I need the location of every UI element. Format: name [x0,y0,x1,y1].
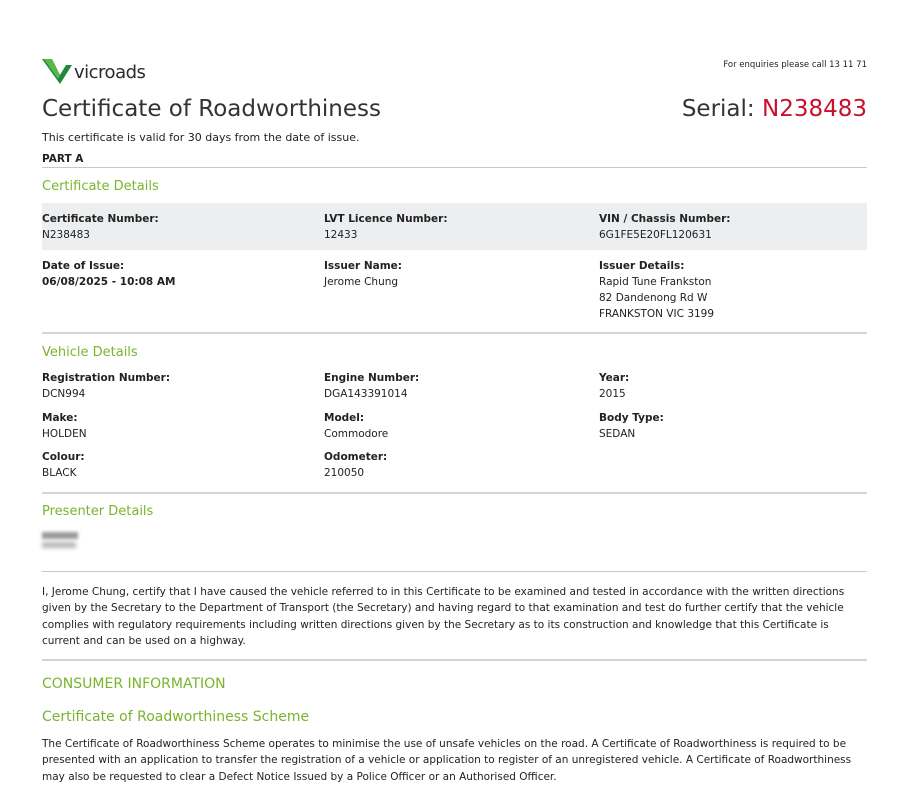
serial [682,96,867,122]
field-label: Colour: [42,451,85,463]
divider [42,332,867,334]
date-of-issue-field [42,258,175,290]
divider [42,492,867,494]
field-value: DGA143391014 [324,388,408,400]
field-value: 2015 [599,388,626,400]
field-value: 210050 [324,467,365,479]
certification-statement: I, Jerome Chung, certify that I have caused the vehicle referred to in this Certificate to be examined and tested in accordance with the written directions given by the Secretary to the Department of Transport (the Secretary) and having regard to that examination and test do further certify that the vehicle complies with regulatory requirements including written directions given by the Secretary as to its construction and knowledge that this Certificate is current and can be used on a highway. [42,586,845,647]
divider [42,571,867,572]
lvt-licence-field [324,211,448,243]
field-value: HOLDEN [42,428,87,440]
enquiries-text: For enquiries please call 13 11 71 [723,60,867,70]
field-value: DCN994 [42,388,86,400]
field-label: Model: [324,412,365,424]
certificate-number-field [42,211,159,243]
issuer-details-field [599,258,714,322]
redaction-block [42,532,78,539]
field-label: Issuer Name: [324,260,402,272]
vicroads-check-icon [42,57,74,85]
scheme-description: The Certificate of Roadworthiness Scheme operates to minimise the use of unsafe vehicles on the road. A Certificate of Roadworthiness is required to be presented with an application to transfer the registration of a vehicle or application to register of an unregistered vehicle. A Certificate of Roadworthiness may also be requested to clear a Defect Notice Issued by a Police Officer or an Authorised Officer. [42,738,852,783]
page-title: Certificate of Roadworthiness [42,96,381,122]
consumer-information-heading: CONSUMER INFORMATION [42,676,226,692]
vin-field [599,211,730,243]
engine-number-field [324,370,419,402]
field-value: 06/08/2025 - 10:08 AM [42,276,176,288]
field-value: 12433 [324,229,358,241]
certificate-page [42,0,867,792]
vicroads-logo [42,57,162,85]
year-field [599,370,629,402]
model-field [324,410,388,442]
field-label: Odometer: [324,451,388,463]
logo-wordmark: vicroads [74,62,146,83]
scheme-heading: Certificate of Roadworthiness Scheme [42,709,310,725]
field-value: Commodore [324,428,389,440]
issuer-line: Rapid Tune Frankston [599,276,712,288]
certificate-details-heading: Certificate Details [42,179,159,194]
part-label: PART A [42,153,84,165]
field-label: Year: [599,372,630,384]
issuer-line: FRANKSTON VIC 3199 [599,308,715,320]
body-type-field [599,410,664,442]
serial-number: N238483 [761,96,867,122]
divider [42,659,867,661]
redaction-block [42,542,76,548]
field-label: Certificate Number: [42,213,159,225]
divider [42,167,867,168]
issuer-name-field [324,258,402,290]
field-label: Make: [42,412,78,424]
field-value: Jerome Chung [324,276,399,288]
redacted-presenter-name [42,532,112,554]
field-value: 6G1FE5E20FL120631 [599,229,712,241]
field-label: Body Type: [599,412,664,424]
validity-note: This certificate is valid for 30 days from the date of issue. [42,131,360,144]
field-label: Date of Issue: [42,260,125,272]
field-label: LVT Licence Number: [324,213,448,225]
field-label: Issuer Details: [599,260,685,272]
presenter-details-heading: Presenter Details [42,504,154,519]
serial-label: Serial: [681,96,755,122]
field-value: N238483 [42,229,90,241]
vehicle-details-heading: Vehicle Details [42,345,138,360]
issuer-line: 82 Dandenong Rd W [599,292,708,304]
field-label: Engine Number: [324,372,420,384]
certificate-details-band [42,203,867,250]
make-field [42,410,87,442]
field-label: VIN / Chassis Number: [599,213,731,225]
colour-field [42,449,85,481]
field-label: Registration Number: [42,372,171,384]
registration-number-field [42,370,170,402]
odometer-field [324,449,387,481]
field-value: SEDAN [599,428,636,440]
field-value: BLACK [42,467,77,479]
